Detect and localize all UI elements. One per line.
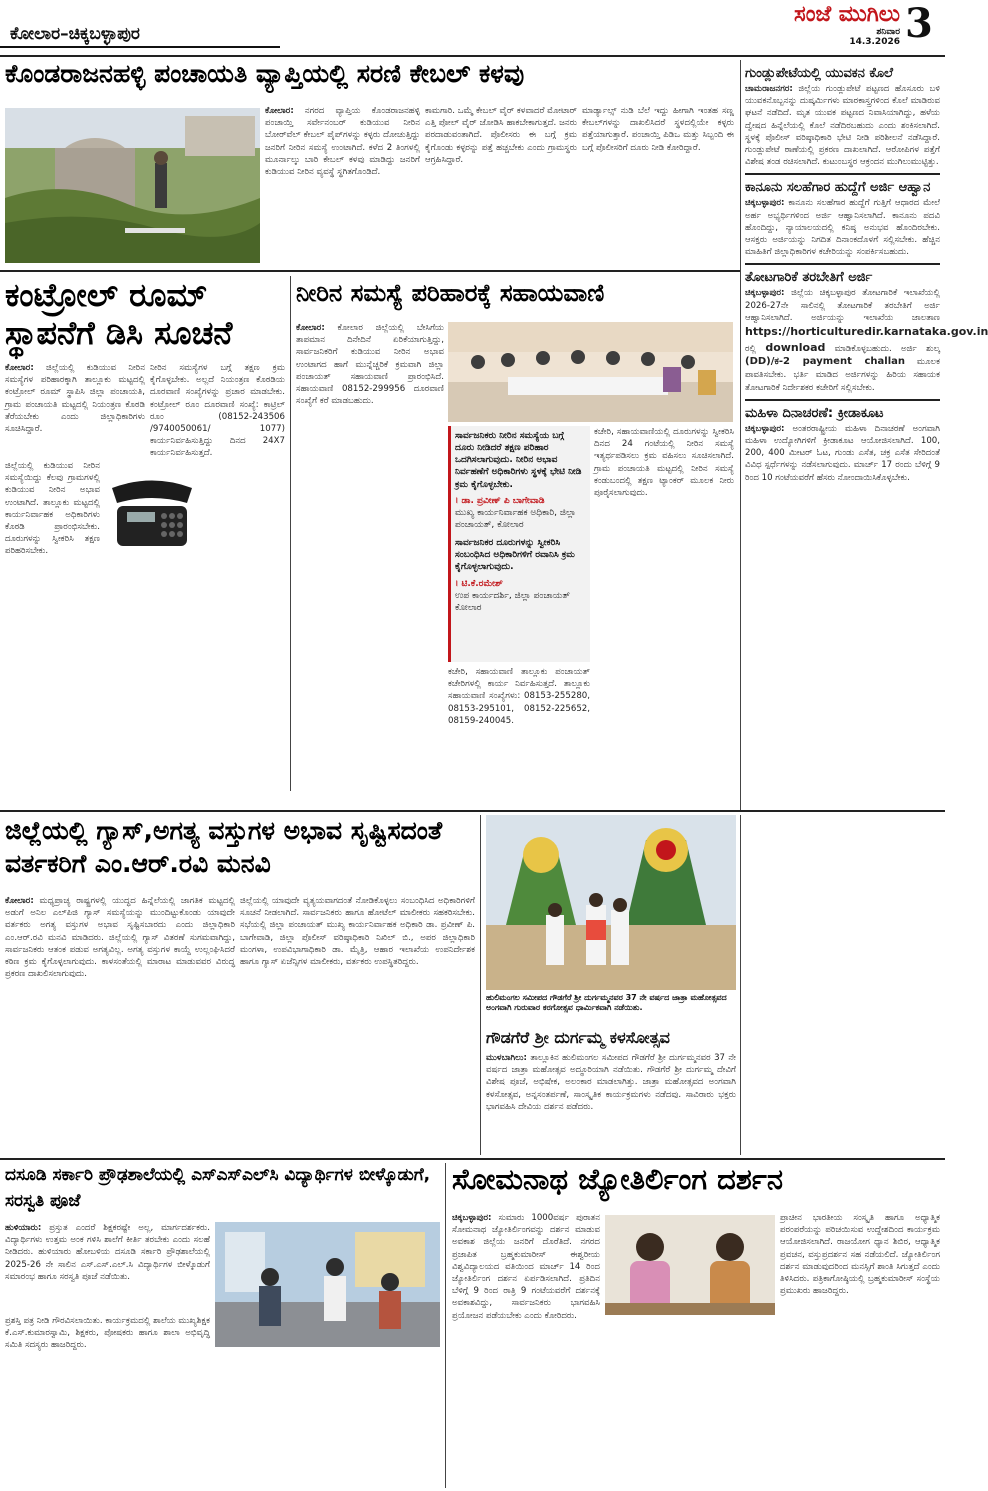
festival-body <box>486 1052 736 1152</box>
helpline-headline: ನೀರಿನ ಸಮಸ್ಯೆ ಪರಿಹಾರಕ್ಕೆ ಸಹಾಯವಾಣಿ <box>296 279 605 307</box>
story1-col2-text: ಕಾಮಗಾರಿ. ಒಮ್ಮೆ ಕೇಬಲ್ ವೈರ್ ಕಳವಾದರೆ ಮೋಟಾರ್ ಎತ್ತಿ ಪೋಲ್ ವೈರ್ ಜೋಡಿಸಿ ಹಾಕಬೇಕಾಗುತ್ತದೆ. ಜನರು ಪರದಾಡುವಂತಾಗಿದೆ. ಪೊಲೀಸರು ಈ ಬಗ್ಗೆ ಕ್ರಮ ಕೈಗೊಂಡು ಕಳ್ಳರನ್ನು ಪತ್ತೆ ಹಚ್ಚಬೇಕು ಎಂದು ಗ್ರಾಮಸ್ಥರು ಆಗ್ರಹಿಸಿದ್ದಾರೆ. <box>425 106 577 165</box>
helpline-col3 <box>594 426 734 791</box>
murder-body <box>745 83 940 168</box>
quote2-role: ಉಪ ಕಾರ್ಯದರ್ಶಿ, ಜಿಲ್ಲಾ ಪಂಚಾಯತ್ ಕೋಲಾರ <box>455 590 571 613</box>
controlroom-col1b <box>5 460 100 790</box>
controlroom-col1b-text: ಜಿಲ್ಲೆಯಲ್ಲಿ ಕುಡಿಯುವ ನೀರಿನ ಸಮಸ್ಯೆಯಿದ್ದು ಕೆಲವು ಗ್ರಾಮಗಳಲ್ಲಿ ಕುಡಿಯುವ ನೀರಿನ ಅಭಾವ ಉಂಟಾಗಿದೆ. ತಾಲ್ಲೂಕು ಮಟ್ಟದಲ್ಲಿ ಕಾರ್ಯನಿರ್ವಾಹಕ ಅಧಿಕಾರಿಗಳು ಕೊಠಡಿ ಪ್ರಾರಂಭಿಸಬೇಕು. ದೂರುಗಳನ್ನು ಸ್ವೀಕರಿಸಿ ತಕ್ಷಣ ಪರಿಹರಿಸಬೇಕು. <box>5 461 100 557</box>
gas-col2-text: ಜಿಲ್ಲೆಯಲ್ಲಿ ಯಾವುದೇ ವ್ಯತ್ಯಯವಾಗದಂತೆ ನೋಡಿಕೊಳ್ಳಲು ಸಂಬಂಧಿಸಿದ ಅಧಿಕಾರಿಗಳಿಗೆ ಸೂಚನೆ ನೀಡಲಾಗಿದೆ. ಸಾರ್ವಜನಿಕರು ಹಾಗೂ ಹೋಟೆಲ್ ಮಾಲೀಕರು ಸಹಕರಿಸಬೇಕು. ಸಭೆಯಲ್ಲಿ ಜಿಲ್ಲಾ ಪಂಚಾಯತ್ ಮುಖ್ಯ ಕಾರ್ಯನಿರ್ವಾಹಕ ಅಧಿಕಾರಿ ಡಾ. ಪ್ರವೀಣ್ ಪಿ. ಬಾಗೇವಾಡಿ, ಜಿಲ್ಲಾ ಪೊಲೀಸ್ ವರಿಷ್ಠಾಧಿಕಾರಿ ನಿಖಿಲ್ ಬಿ., ಅಪರ ಜಿಲ್ಲಾಧಿಕಾರಿ ಮಂಗಳಾ, ಉಪವಿಭಾಗಾಧಿಕಾರಿ ಡಾ. ಮೈತ್ರಿ, ಆಹಾರ ಇಲಾಖೆಯ ಉಪನಿರ್ದೇಶಕ ಹಾಗೂ ಗ್ಯಾಸ್ ಏಜೆನ್ಸಿಗಳ ಮಾಲೀಕರು, ವರ್ತಕರು ಉಪಸ್ಥಿತರಿದ್ದರು. <box>240 896 475 968</box>
somanath-dateline: ಚಿಕ್ಕಬಳ್ಳಾಪುರ: <box>452 1213 492 1223</box>
school-photo <box>215 1222 440 1347</box>
horti-text2: ರಲ್ಲಿ <box>745 343 757 354</box>
sidebar <box>745 62 988 810</box>
masthead-day <box>720 27 900 37</box>
horti-dateline: ಚಿಕ್ಕಬಳ್ಳಾಪುರ: <box>745 288 785 299</box>
gas-col1 <box>5 895 235 1150</box>
helpline-dateline: ಕೋಲಾರ: <box>296 323 325 333</box>
story1-col3 <box>582 105 734 265</box>
somanath-col2-text: ಪ್ರಾಚೀನ ಭಾರತೀಯ ಸಂಸ್ಕೃತಿ ಹಾಗೂ ಅಧ್ಯಾತ್ಮಿಕ ಪರಂಪರೆಯನ್ನು ಪರಿಚಯಿಸುವ ಉದ್ದೇಶದಿಂದ ಕಾರ್ಯಕ್ರಮ ಆಯೋಜಿಸಲಾಗಿದೆ. ರಾಜಯೋಗ ಧ್ಯಾನ ಶಿಬಿರ, ಆಧ್ಯಾತ್ಮಿಕ ಪ್ರವಚನ, ವಸ್ತುಪ್ರದರ್ಶನ ಸಹ ನಡೆಯಲಿದೆ. ಜ್ಯೋತಿರ್ಲಿಂಗ ದರ್ಶನ ಮಾಡುವುದರಿಂದ ಮನಸ್ಸಿಗೆ ಶಾಂತಿ ಸಿಗುತ್ತದೆ ಎಂದು ತಿಳಿಸಿದರು. ಪತ್ರಿಕಾಗೋಷ್ಠಿಯಲ್ಲಿ ಬ್ರಹ್ಮಕುಮಾರೀಸ್ ಸಂಸ್ಥೆಯ ಪ್ರಮುಖರು ಹಾಜರಿದ್ದರು. <box>780 1213 940 1297</box>
helpline-col3-text: ಕಚೇರಿ, ಸಹಾಯವಾಣಿಯಲ್ಲಿ ದೂರುಗಳನ್ನು ಸ್ವೀಕರಿಸಿ ದಿನದ 24 ಗಂಟೆಯಲ್ಲಿ ನೀರಿನ ಸಮಸ್ಯೆ ಇತ್ಯರ್ಥಪಡಿಸಲು ಕ್ರಮ ವಹಿಸಲು ಸೂಚಿಸಲಾಗಿದೆ. ಗ್ರಾಮ ಪಂಚಾಯತಿ ಮಟ್ಟದಲ್ಲಿ ನೀರಿನ ಸಮಸ್ಯೆ ಕಂಡುಬಂದಲ್ಲಿ ತಕ್ಷಣ ಟ್ಯಾಂಕರ್ ಮೂಲಕ ನೀರು ಪೂರೈಸಲಾಗುವುದು. <box>594 427 734 499</box>
helpline-col1-text: ಕೋಲಾರ ಜಿಲ್ಲೆಯಲ್ಲಿ ಬೇಸಿಗೆಯ ತಾಪಮಾನ ದಿನೇದಿನೆ ಏರಿಕೆಯಾಗುತ್ತಿದ್ದು, ಸಾರ್ವಜನಿಕರಿಗೆ ಕುಡಿಯುವ ನೀರಿನ ಅಭಾವ ಉಂಟಾಗದ ಹಾಗೆ ಮುನ್ನೆಚ್ಚರಿಕೆ ಕ್ರಮವಾಗಿ ಜಿಲ್ಲಾ ಪಂಚಾಯತ್ ಸಹಾಯವಾಣಿ ಪ್ರಾರಂಭಿಸಿದೆ. ಸಹಾಯವಾಣಿ 08152-299956 ದೂರವಾಣಿ ಸಂಖ್ಯೆಗೆ ಕರೆ ಮಾಡಬಹುದು. <box>296 323 444 407</box>
masthead <box>720 2 900 50</box>
horti-body <box>745 287 988 393</box>
story1-col1 <box>265 105 420 265</box>
lower-rule <box>0 1158 945 1160</box>
helpline-col2-text: ಕಚೇರಿ, ಸಹಾಯವಾಣಿ ತಾಲ್ಲೂಕು ಪಂಚಾಯತ್ ಕಚೇರಿಗಳಲ್ಲಿ ಕಾರ್ಯ ನಿರ್ವಹಿಸುತ್ತದೆ. ತಾಲ್ಲೂಕು ಸಹಾಯವಾಣಿ ಸಂಖ್ಯೆಗಳು: 08153-255280, 08153-295101, 08152-225652, 08159-240045. <box>448 667 590 726</box>
masthead-date: 14.3.2026 <box>849 37 900 47</box>
story1-col2 <box>425 105 577 265</box>
school-dateline: ಹುಳಿಯಾರು: <box>5 1223 42 1233</box>
quote1-name: । ಡಾ. ಪ್ರವೀಣ್ ಪಿ ಬಾಗೇವಾಡಿ <box>455 495 545 506</box>
controlroom-col1a <box>5 362 145 457</box>
gas-col2 <box>240 895 475 1150</box>
legal-body <box>745 197 940 258</box>
legal-text: ಕಾನೂನು ಸಲಹೆಗಾರ ಹುದ್ದೆಗೆ ಗುತ್ತಿಗೆ ಆಧಾರದ ಮೇಲೆ ಅರ್ಹ ಅಭ್ಯರ್ಥಿಗಳಿಂದ ಅರ್ಜಿ ಆಹ್ವಾನಿಸಲಾಗಿದೆ. ಕಾನೂನು ಪದವಿ ಹೊಂದಿದ್ದು, ನ್ಯಾಯಾಲಯದಲ್ಲಿ ಕನಿಷ್ಠ ಅನುಭವ ಹೊಂದಿರಬೇಕು. ಆಸಕ್ತರು ಅರ್ಜಿಯನ್ನು ನಿಗದಿತ ದಿನಾಂಕದೊಳಗೆ ಸಲ್ಲಿಸಬೇಕು. ಹೆಚ್ಚಿನ ಮಾಹಿತಿಗೆ ಜಿಲ್ಲಾಧಿಕಾರಿಗಳ ಕಚೇರಿಯನ್ನು ಸಂಪರ್ಕಿಸಬಹುದು. <box>745 198 940 258</box>
horti-text4: ಮೂಲಕ ಪಾವತಿಸಬೇಕು. ಭರ್ತಿ ಮಾಡಿದ ಅರ್ಜಿಗಳನ್ನು ಹಿರಿಯ ಸಹಾಯಕ ತೋಟಗಾರಿಕೆ ನಿರ್ದೇಶಕರ ಕಚೇರಿಗೆ ಸಲ್ಲಿಸಬೇಕು. <box>745 357 940 393</box>
festival-photo <box>486 815 736 990</box>
controlroom-col2 <box>150 362 285 787</box>
women-dateline: ಚಿಕ್ಕಬಳ್ಳಾಪುರ: <box>745 423 785 434</box>
helpline-quote <box>448 426 590 662</box>
somanath-col1-text: ಸುಮಾರು 1000ವರ್ಷ ಪುರಾತನ ಸೋಮನಾಥ ಜ್ಯೋತಿರ್ಲಿಂಗವನ್ನು ದರ್ಶನ ಮಾಡುವ ಅವಕಾಶ ಜಿಲ್ಲೆಯ ಜನರಿಗೆ ದೊರೆತಿದೆ. ನಗರದ ಪ್ರಜಾಪಿತ ಬ್ರಹ್ಮಕುಮಾರೀಸ್ ಈಶ್ವರೀಯ ವಿಶ್ವವಿದ್ಯಾಲಯದ ವತಿಯಿಂದ ಮಾರ್ಚ್ 14 ರಿಂದ ಜ್ಯೋತಿರ್ಲಿಂಗ ದರ್ಶನ ಏರ್ಪಡಿಸಲಾಗಿದೆ. ಪ್ರತಿದಿನ ಬೆಳಿಗ್ಗೆ 9 ರಿಂದ ರಾತ್ರಿ 9 ಗಂಟೆಯವರೆಗೆ ದರ್ಶನಕ್ಕೆ ಅವಕಾಶವಿದ್ದು, ಸಾರ್ವಜನಿಕರು ಭಾಗವಹಿಸಿ ಪ್ರಯೋಜನ ಪಡೆಯಬೇಕು ಎಂದು ಕೋರಿದರು. <box>452 1213 600 1321</box>
festival-headline: ಗೌಡಗೆರೆ ಶ್ರೀ ದುರ್ಗಮ್ಮ ಕಳಸೋತ್ಸವ <box>486 1028 670 1047</box>
somanath-col2 <box>780 1212 940 1487</box>
somanath-col1 <box>452 1212 600 1487</box>
festival-dateline: ಮುಳಬಾಗಿಲು: <box>486 1053 527 1063</box>
women-headline: ಮಹಿಳಾ ದಿನಾಚರಣೆ: ಕ್ರೀಡಾಕೂಟ <box>745 405 884 421</box>
school-col2-text: ಪ್ರಶಸ್ತಿ ಪತ್ರ ನೀಡಿ ಗೌರವಿಸಲಾಯಿತು. ಕಾರ್ಯಕ್ರಮದಲ್ಲಿ ಶಾಲೆಯ ಮುಖ್ಯಶಿಕ್ಷಕ ಕೆ.ಎಸ್.ಕುಮಾರಸ್ವಾಮಿ, ಶಿಕ್ಷಕರು, ಪೋಷಕರು ಹಾಗೂ ಶಾಲಾ ಅಭಿವೃದ್ಧಿ ಸಮಿತಿ ಸದಸ್ಯರು ಹಾಜರಿದ್ದರು. <box>5 1316 210 1351</box>
school-col2 <box>5 1315 210 1487</box>
gas-col1-text: ಮಧ್ಯಪ್ರಾಚ್ಯ ರಾಷ್ಟ್ರಗಳಲ್ಲಿ ಯುದ್ಧದ ಹಿನ್ನೆಲೆಯಲ್ಲಿ ಜಾಗತಿಕ ಮಟ್ಟದಲ್ಲಿ ಅಡುಗೆ ಅನಿಲ ಎಲ್‌ಪಿಜಿ ಗ್ಯಾಸ್ ಸಮಸ್ಯೆಯನ್ನು ಮುಂದಿಟ್ಟುಕೊಂಡು ಯಾವುದೇ ವರ್ತಕರು ಅಗತ್ಯ ವಸ್ತುಗಳ ಅಭಾವ ಸೃಷ್ಟಿಸಬಾರದು ಎಂದು ಜಿಲ್ಲಾಧಿಕಾರಿ ಎಂ.ಆರ್.ರವಿ ಮನವಿ ಮಾಡಿದರು. ಜಿಲ್ಲೆಯಲ್ಲಿ ಗ್ಯಾಸ್ ವಿತರಣೆ ಸುಗಮವಾಗಿದ್ದು, ಸಾರ್ವಜನಿಕರು ಆತಂಕ ಪಡುವ ಅಗತ್ಯವಿಲ್ಲ. ಅಗತ್ಯ ವಸ್ತುಗಳ ಕಾಯ್ದೆ ಉಲ್ಲಂಘಿಸಿದರೆ ಕಠಿಣ ಕ್ರಮ ಕೈಗೊಳ್ಳಲಾಗುವುದು. ಕಾಳಸಂತೆಯಲ್ಲಿ ಮಾರಾಟ ಮಾಡುವವರ ವಿರುದ್ಧ ಪ್ರಕರಣ ದಾಖಲಿಸಲಾಗುವುದು. <box>5 896 236 980</box>
quote2-name: । ಟಿ.ಕೆ.ರಮೇಶ್ <box>455 578 503 589</box>
controlroom-dateline: ಕೋಲಾರ: <box>5 363 34 373</box>
controlroom-col1a-text: ಜಿಲ್ಲೆಯಲ್ಲಿ ಕುಡಿಯುವ ನೀರಿನ ಸಮಸ್ಯೆಗಳ ಪರಿಹಾರಕ್ಕಾಗಿ ತಾಲ್ಲೂಕು ಮಟ್ಟದಲ್ಲಿ ಕಂಟ್ರೋಲ್ ರೂಮ್ ಸ್ಥಾಪಿಸಿ ಜಿಲ್ಲಾ ಪಂಚಾಯತಿ, ಗ್ರಾಮ ಪಂಚಾಯತಿ ಮಟ್ಟದಲ್ಲಿ ನಿಯಂತ್ರಣ ಕೊಠಡಿ ತೆರೆಯಬೇಕು ಎಂದು ಜಿಲ್ಲಾಧಿಕಾರಿಗಳು ಸೂಚಿಸಿದ್ದಾರೆ. <box>5 363 145 435</box>
legal-dateline: ಚಿಕ್ಕಬಳ್ಳಾಪುರ: <box>745 198 785 209</box>
sidebar-rule-2 <box>745 263 940 265</box>
horti-headline: ತೋಟಗಾರಿಕೆ ತರಬೇತಿಗೆ ಅರ್ಜಿ <box>745 270 873 286</box>
legal-headline: ಕಾನೂನು ಸಲಹೆಗಾರ ಹುದ್ದೆಗೆ ಅರ್ಜಿ ಆಹ್ವಾನ <box>745 180 931 196</box>
quote1-role: ಮುಖ್ಯ ಕಾರ್ಯನಿರ್ವಾಹಕ ಅಧಿಕಾರಿ, ಜಿಲ್ಲಾ ಪಂಚಾಯತ್, ಕೋಲಾರ <box>455 507 576 530</box>
page-number: 3 <box>905 0 933 47</box>
masthead-title: ಸಂಜೆ ಮುಗಿಲು <box>794 2 900 27</box>
overgrown-field-image <box>5 108 260 263</box>
meeting-image <box>448 322 733 422</box>
festival-caption: ಹುಲಿಮಂಗಲ ಸಮೀಪದ ಗೌಡಗೆರೆ ಶ್ರೀ ದುರ್ಗಮ್ಮನವರ 37 ನೇ ವರ್ಷದ ಜಾತ್ರಾ ಮಹೋತ್ಸವದ ಅಂಗವಾಗಿ ಗುರುವಾರ ಕರಗೋತ್ಸವ ಧಾರ್ಮಿಕವಾಗಿ ನಡೆಯಿತು. <box>486 993 727 1013</box>
mid-rule <box>0 810 945 812</box>
header-rule <box>0 55 945 57</box>
section-tag <box>0 18 280 48</box>
school-headline: ದಸೂಡಿ ಸರ್ಕಾರಿ ಪ್ರೌಢಶಾಲೆಯಲ್ಲಿ ಎಸ್‌ಎಸ್‌ಎಲ್‌ಸಿ ವಿದ್ಯಾರ್ಥಿಗಳ ಬೀಳ್ಕೊಡುಗೆ, ಸರಸ್ವತಿ ಪೂಜೆ <box>5 1165 431 1211</box>
story1-photo <box>5 108 260 263</box>
somanath-headline: ಸೋಮನಾಥ ಜ್ಯೋತಿರ್ಲಿಂಗ ದರ್ಶನ <box>452 1162 783 1196</box>
helpline-col1 <box>296 322 444 792</box>
school-col1 <box>5 1222 210 1310</box>
horti-url[interactable]: https://horticulturedir.karnataka.gov.in <box>745 325 988 339</box>
sidebar-rule-1 <box>745 173 940 175</box>
festival-divider <box>740 815 741 1155</box>
story1-dateline: ಕೋಲಾರ: <box>265 106 294 116</box>
sidebar-rule-3 <box>745 399 940 401</box>
murder-headline: ಗುಂಡ್ಲುಪೇಟೆಯಲ್ಲಿ ಯುವಕನ ಕೊಲೆ <box>745 66 893 81</box>
murder-text: ಜಿಲ್ಲೆಯ ಗುಂಡ್ಲುಪೇಟೆ ಪಟ್ಟಣದ ಹೊಸೂರು ಬಳಿ ಯುವಕನೊಬ್ಬನನ್ನು ದುಷ್ಕರ್ಮಿಗಳು ಮಾರಕಾಸ್ತ್ರಗಳಿಂದ ಕೊಲೆ ಮಾಡಿರುವ ಘಟನೆ ನಡೆದಿದೆ. ಮೃತ ಯುವಕ ಪಟ್ಟಣದ ನಿವಾಸಿಯಾಗಿದ್ದು, ಹಳೆಯ ದ್ವೇಷದ ಹಿನ್ನೆಲೆಯಲ್ಲಿ ಕೊಲೆ ನಡೆದಿರಬಹುದು ಎಂದು ಶಂಕಿಸಲಾಗಿದೆ. ಸ್ಥಳಕ್ಕೆ ಪೊಲೀಸ್ ವರಿಷ್ಠಾಧಿಕಾರಿ ಭೇಟಿ ನೀಡಿ ಪರಿಶೀಲನೆ ನಡೆಸಿದ್ದಾರೆ. ಗುಂಡ್ಲುಪೇಟೆ ಠಾಣೆಯಲ್ಲಿ ಪ್ರಕರಣ ದಾಖಲಾಗಿದೆ. ಆರೋಪಿಗಳ ಪತ್ತೆಗೆ ವಿಶೇಷ ತಂಡ ರಚಿಸಲಾಗಿದೆ. ಕುಟುಂಬಸ್ಥರ ಆಕ್ರಂದನ ಮುಗಿಲುಮುಟ್ಟಿತ್ತು. <box>745 84 940 168</box>
women-text: ಅಂತರರಾಷ್ಟ್ರೀಯ ಮಹಿಳಾ ದಿನಾಚರಣೆ ಅಂಗವಾಗಿ ಮಹಿಳಾ ಉದ್ಯೋಗಿಗಳಿಗೆ ಕ್ರೀಡಾಕೂಟ ಆಯೋಜಿಸಲಾಗಿದೆ. 100, 200, 400 ಮೀಟರ್ ಓಟ, ಗುಂಡು ಎಸೆತ, ಚಕ್ರ ಎಸೆತ ಸೇರಿದಂತೆ ವಿವಿಧ ಸ್ಪರ್ಧೆಗಳನ್ನು ನಡೆಸಲಾಗುವುದು. ಮಾರ್ಚ್ 17 ರಂದು ಬೆಳಿಗ್ಗೆ 9 ರಿಂದ 10 ಗಂಟೆಯವರೆಗೆ ಹೆಸರು ನೋಂದಾಯಿಸಿಕೊಳ್ಳಬೇಕು. <box>745 423 941 483</box>
school-divider <box>445 1163 446 1488</box>
horti-text: ಜಿಲ್ಲೆಯ ಚಿಕ್ಕಬಳ್ಳಾಪುರ ತೋಟಗಾರಿಕೆ ಇಲಾಖೆಯಲ್ಲಿ 2026-27ನೇ ಸಾಲಿನಲ್ಲಿ ತೋಟಗಾರಿಕೆ ತರಬೇತಿಗೆ ಅರ್ಜಿ ಆಹ್ವಾನಿಸಲಾಗಿದೆ. ಅರ್ಜಿಯನ್ನು ಇಲಾಖೆಯ ಜಾಲತಾಣ <box>745 288 940 323</box>
story1-col3-text: ಮಾರ್ಡ್ಯಾಲ್ಸ್ ನುಡಿ ಬೆಲೆ ಇದ್ದು ಹೀಗಾಗಿ ಇಂತಹ ಸಣ್ಣ ಕೇಬಲ್‌ಗಳನ್ನು ದಾಖಲಿಸಿದರೆ ಸ್ಥಳದಲ್ಲಿಯೇ ಕಳ್ಳರು ಪತ್ತೆಯಾಗುತ್ತಾರೆ. ಪಂಚಾಯ್ತಿ ಪಿಡಿಒ ಮತ್ತು ಸಿಬ್ಬಂದಿ ಈ ಬಗ್ಗೆ ಪೊಲೀಸರಿಗೆ ದೂರು ನೀಡಿ ಕೋರಿದ್ದಾರೆ. <box>582 106 734 153</box>
quote2-text: ಸಾರ್ವಜನಿಕರ ದೂರುಗಳನ್ನು ಸ್ವೀಕರಿಸಿ ಸಂಬಂಧಿಸಿದ ಅಧಿಕಾರಿಗಳಿಗೆ ರವಾನಿಸಿ ಕ್ರಮ ಕೈಗೊಳ್ಳಲಾಗುವುದು. <box>455 538 575 573</box>
controlroom-divider <box>290 276 291 791</box>
festival-image <box>486 815 736 990</box>
murder-dateline: ಚಾಮರಾಜನಗರ: <box>745 84 793 94</box>
school-col1-text: ಪ್ರಸ್ತುತ ಎಂದರೆ ಶಿಕ್ಷಕರಷ್ಟೇ ಅಲ್ಲ, ಮಾರ್ಗದರ್ಶಕರು. ವಿದ್ಯಾರ್ಥಿಗಳು ಉತ್ತಮ ಅಂಕ ಗಳಿಸಿ ಶಾಲೆಗೆ ಕೀರ್ತಿ ತರಬೇಕು ಎಂದು ಸಲಹೆ ನೀಡಿದರು. ಹುಳಿಯಾರು ಹೋಬಳಿಯ ದಸೂಡಿ ಸರ್ಕಾರಿ ಪ್ರೌಢಶಾಲೆಯಲ್ಲಿ 2025-26 ನೇ ಸಾಲಿನ ಎಸ್.ಎಸ್.ಎಲ್.ಸಿ ವಿದ್ಯಾರ್ಥಿಗಳ ಬೀಳ್ಕೊಡುಗೆ ಸಮಾರಂಭ ಹಾಗೂ ಸರಸ್ವತಿ ಪೂಜೆ ನಡೆಯಿತು. <box>5 1223 211 1282</box>
press-meet-image <box>605 1215 775 1315</box>
school-event-image <box>215 1222 440 1347</box>
helpline-quote-text: ಸಾರ್ವಜನಿಕರು ನೀರಿನ ಸಮಸ್ಯೆಯ ಬಗ್ಗೆ ದೂರು ನೀಡಿದರೆ ತಕ್ಷಣ ಪರಿಹಾರ ಒದಗಿಸಲಾಗುವುದು. ನೀರಿನ ಅಭಾವ ನಿರ್ವಹಣೆಗೆ ಅಧಿಕಾರಿಗಳು ಸ್ಥಳಕ್ಕೆ ಭೇಟಿ ನೀಡಿ ಕ್ರಮ ಕೈಗೊಳ್ಳಬೇಕು. <box>455 431 582 490</box>
sidebar-divider <box>740 60 741 810</box>
festival-text: ತಾಲ್ಲೂಕಿನ ಹುಲಿಮಂಗಲ ಸಮೀಪದ ಗೌಡಗೆರೆ ಶ್ರೀ ದುರ್ಗಮ್ಮನವರ 37 ನೇ ವರ್ಷದ ಜಾತ್ರಾ ಮಹೋತ್ಸವ ಅದ್ಧೂರಿಯಾಗಿ ನಡೆಯಿತು. ಗೌಡಗೆರೆ ಶ್ರೀ ದುರ್ಗಮ್ಮ ದೇವಿಗೆ ವಿಶೇಷ ಪೂಜೆ, ಅಭಿಷೇಕ, ಅಲಂಕಾರ ಮಾಡಲಾಗಿತ್ತು. ಜಾತ್ರಾ ಮಹೋತ್ಸವದ ಅಂಗವಾಗಿ ಕಳಸೋತ್ಸವ, ಅನ್ನಸಂತರ್ಪಣೆ, ಸಾಂಸ್ಕೃತಿಕ ಕಾರ್ಯಕ್ರಮಗಳು ನಡೆದವು. ಸಾವಿರಾರು ಭಕ್ತರು ಭಾಗವಹಿಸಿ ದೇವಿಯ ದರ್ಶನ ಪಡೆದರು. <box>486 1053 736 1112</box>
controlroom-col2-text: ನೀರಿನ ಸಮಸ್ಯೆಗಳ ಬಗ್ಗೆ ತಕ್ಷಣ ಕ್ರಮ ಕೈಗೊಳ್ಳಬೇಕು. ಅಲ್ಲದೆ ನಿಯಂತ್ರಣ ಕೊಠಡಿಯ ದೂರವಾಣಿ ಸಂಖ್ಯೆಗಳನ್ನು ಪ್ರಚಾರ ಮಾಡಬೇಕು. ಕಂಟ್ರೋಲ್ ರೂಂ ದೂರವಾಣಿ ಸಂಖ್ಯೆ: ಕಾಟ್ರಿಲ್ ರೂಂ (08152-243506 /9740050061/ 1077) ಕಾರ್ಯನಿರ್ವಹಿಸುತ್ತಿದ್ದು ದಿನದ 24X7 ಕಾರ್ಯನಿರ್ವಹಿಸುತ್ತದೆ. <box>150 363 285 459</box>
controlroom-headline: ಕಂಟ್ರೋಲ್ ರೂಮ್ ಸ್ಥಾಪನೆಗೆ ಡಿಸಿ ಸೂಚನೆ <box>5 276 233 353</box>
helpline-col2 <box>448 666 590 791</box>
story1-rule <box>0 270 740 272</box>
story1-headline: ಕೊಂಡರಾಜನಹಳ್ಳಿ ಪಂಚಾಯತಿ ವ್ಯಾಪ್ತಿಯಲ್ಲಿ ಸರಣಿ ಕೇಬಲ್ ಕಳವು <box>5 59 525 88</box>
gas-divider <box>480 815 481 1155</box>
masthead-weekday: ಶನಿವಾರ <box>876 27 900 37</box>
women-body <box>745 423 940 484</box>
horti-download: download <box>765 340 826 354</box>
meeting-photo <box>448 322 733 422</box>
gas-dateline: ಕೋಲಾರ: <box>5 896 34 906</box>
gas-headline: ಜಿಲ್ಲೆಯಲ್ಲಿ ಗ್ಯಾಸ್,ಅಗತ್ಯ ವಸ್ತುಗಳ ಅಭಾವ ಸೃಷ್ಟಿಸದಂತೆ ವರ್ತಕರಿಗೆ ಎಂ.ಆರ್.ರವಿ ಮನವಿ <box>5 816 443 878</box>
story1-col1-text: ನಗರದ ವ್ಯಾಪ್ತಿಯ ಕೊಂಡರಾಜನಹಳ್ಳಿ ಪಂಚಾಯ್ತಿ ಸರ್ವೇನಂಬರ್ ಕುಡಿಯುವ ನೀರಿನ ಬೋರ್‌ವೆಲ್ ಕೇಬಲ್ ಪೈಪ್‌ಗಳನ್ನು ಕಳ್ಳರು ದೋಚುತ್ತಿದ್ದು ಜನರಿಗೆ ನೀರಿನ ಸಮಸ್ಯೆ ಉಂಟಾಗಿದೆ. ಕಳೆದ 2 ತಿಂಗಳಲ್ಲಿ ಮೂರ್ನಾಲ್ಕು ಬಾರಿ ಕೇಬಲ್ ಕಳವು ಮಾಡಿದ್ದು ಜನರಿಗೆ ಕುಡಿಯುವ ನೀರಿನ ವ್ಯವಸ್ಥೆ ಸ್ಥಗಿತಗೊಂಡಿದೆ. <box>265 106 420 178</box>
section-name: ಕೋಲಾರ–ಚಿಕ್ಕಬಳ್ಳಾಪುರ <box>10 24 140 44</box>
somanath-photo <box>605 1215 775 1315</box>
horti-dd: (DD)/ಕ-2 payment challan <box>745 356 906 368</box>
horti-text3: ಮಾಡಿಕೊಳ್ಳಬಹುದು. ಅರ್ಜಿ ಶುಲ್ಕ <box>834 343 940 354</box>
